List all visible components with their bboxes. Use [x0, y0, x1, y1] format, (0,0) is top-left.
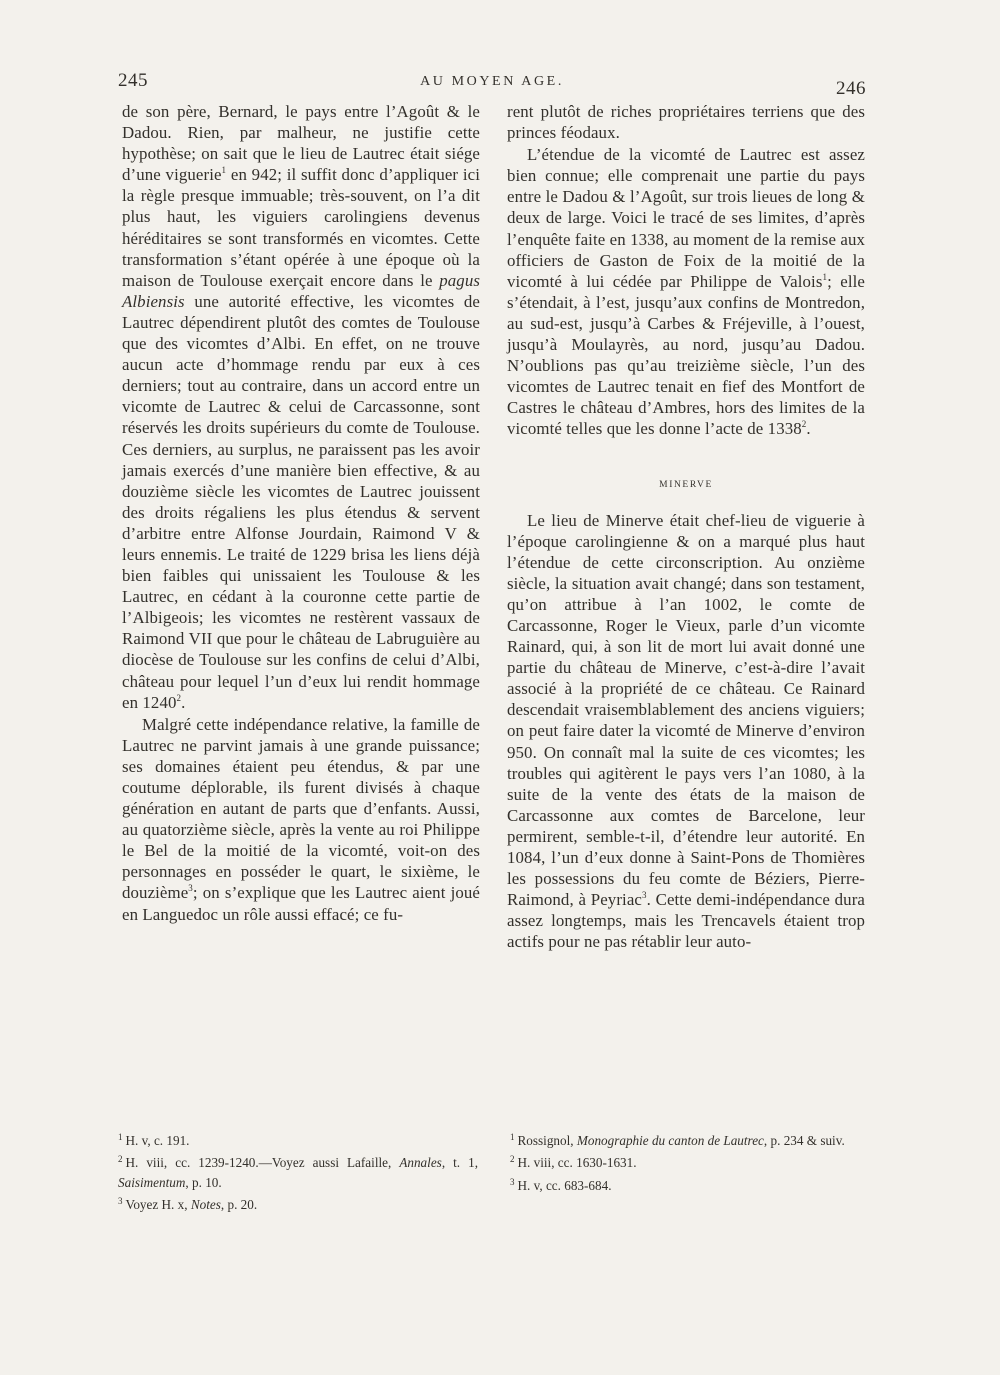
left-column: [122, 101, 480, 925]
footnotes-left: [118, 1128, 478, 1214]
footnote: [510, 1128, 870, 1150]
footnote-ref: 2: [801, 419, 807, 430]
footnote-ref: 3: [188, 883, 193, 894]
footnote: [118, 1150, 478, 1192]
footnote-ref: 1: [822, 271, 828, 282]
footnote: [118, 1192, 478, 1214]
footnote-text: H. v, c. 191.: [125, 1133, 190, 1148]
footnote-number: 1: [118, 1132, 123, 1142]
footnote-ref: 2: [176, 692, 182, 703]
italic-text: pagus Albiensis: [122, 270, 480, 311]
footnote-text: Voyez H. x,: [125, 1196, 191, 1212]
footnote-number: 2: [118, 1154, 123, 1165]
italic-text: Monographie du canton de Lautrec: [576, 1133, 764, 1148]
footnotes-right: [510, 1128, 870, 1195]
paragraph: [122, 714, 480, 925]
text-run: de son père, Bernard, le pays entre l’Agoût & le Dadou. Rien, par malheur, ne justifie cette hypothèse; on sait que le lieu de Lautrec était siége d’une viguerie: [122, 102, 480, 185]
footnote-text: , p. 234 & suiv.: [763, 1133, 845, 1148]
footnote: [510, 1150, 870, 1172]
footnote: [118, 1128, 478, 1150]
footnote-text: , t. 1,: [441, 1155, 478, 1171]
running-title: AU MOYEN AGE.: [420, 74, 564, 89]
footnote-ref: 1: [221, 165, 227, 176]
footnote-number: 1: [510, 1132, 515, 1142]
text-run: en 942; il suffit donc d’appliquer ici la règle presque immuable; très-souvent, on l’a dit plus haut, les viguiers carolingiens devenus héréditaires se sont transformés en vicomtes. Cette transformation s’étant opérée à une époque où la maison de Toulouse exerçait encore dans le: [122, 165, 480, 290]
footnote-text: Rossignol,: [517, 1133, 577, 1148]
text-run: Le lieu de Minerve était chef-lieu de viguerie à l’époque carolingienne & on a marqué plus haut l’étendue de cette circonscription. Au onzième siècle, la situation avait changé; dans son testament, qu’on attribue à l’an 1002, le comte de Carcassonne, Roger le Vieux, parle d’un vicomte Rainard, qui, à son lit de mort lui avait donné une partie du château de Minerve, c’est-à-dire l’avait associé à la propriété de ce château. Ce Rainard descendait vraisemblablement des anciens viguiers; on peut faire dater la vicomté de Minerve d’environ 950. On connaît mal la suite de ces vicomtes; les troubles qui agitèrent le pays vers l’an 1080, à la suite de la vente des états de la maison de Carcassonne aux comtes de Barcelone, leur permirent, semble-t-il, d’étendre leur autorité. En 1084, l’un d’eux donne à Saint-Pons de Thomières les possessions du feu comte de Béziers, Pierre-Raimond, à Peyriac: [507, 510, 865, 910]
paragraph: [507, 510, 865, 953]
footnote-number: 3: [118, 1195, 123, 1206]
text-run: .: [181, 692, 186, 712]
footnote-number: 3: [510, 1176, 515, 1187]
text-run: ; on s’explique que les Lautrec aient joué en Languedoc un rôle aussi effacé; ce fu-: [122, 883, 480, 924]
footnote-text: H. v, cc. 683-684.: [517, 1177, 612, 1193]
paragraph: rent plutôt de riches propriétaires terriens que des princes féodaux.: [507, 102, 865, 143]
italic-text: Notes: [190, 1196, 221, 1212]
text-run: une autorité effective, les vicomtes de Lautrec dépendirent plutôt des comtes de Toulouse que des vicomtes d’Albi. En effet, on ne trouve aucun acte d’hommage rendu par eux à ces derniers; tout au contraire, dans un accord entre un vicomte de Lautrec & celui de Carcassonne, sont réservés les droits supérieurs du comte de Toulouse. Ces derniers, au surplus, ne paraissent pas les avoir jamais exercés d’une manière bien effective, & au douzième siècle les vicomtes de Lautrec jouissent des droits régaliens les plus étendus & servent d’arbitre entre Alfonse Jourdain, Raimond V & leurs ennemis. Le traité de 1229 brisa les liens déjà bien faibles qui unissaient les Toulouse & les Lautrec, en cédant à la couronne cette partie de l’Albigeois; les vicomtes ne restèrent vassaux de Raimond VII que pour le château de Labruguière au diocèse de Toulouse sur les confins de celui d’Albi, château pour lequel l’un d’eux lui rendit hommage en 1240: [122, 291, 480, 712]
page-header: [118, 68, 866, 99]
italic-text: Annales: [399, 1155, 442, 1171]
paragraph: [507, 144, 865, 439]
footnote-text: H. viii, cc. 1239-1240.—Voyez aussi Lafaille,: [125, 1155, 400, 1171]
italic-text: Saisimentum: [118, 1174, 186, 1190]
footnote-text: H. viii, cc. 1630-1631.: [517, 1155, 637, 1171]
footnote-text: , p. 10.: [185, 1174, 222, 1190]
page-number-left: 245: [118, 70, 148, 91]
right-column: [507, 101, 865, 952]
text-run: L’étendue de la vicomté de Lautrec est assez bien connue; elle comprenait une partie du pays entre le Dadou & l’Agoût, sur trois lieues de long & deux de large. Voici le tracé de ses limites, d’après l’enquête faite en 1338, au moment de la remise aux officiers de Gaston de Foix de la moitié de la vicomté à lui cédée par Philippe de Valois: [507, 145, 865, 291]
page-number-right: 246: [836, 78, 866, 99]
text-run: Malgré cette indépendance relative, la famille de Lautrec ne parvint jamais à une grande puissance; ses domaines étaient peu étendus, & par une coutume déplorable, ils furent divisés à chaque génération en autant de parts que d’enfants. Aussi, au quatorzième siècle, après la vente au roi Philippe le Bel de la moitié de la vicomté, voit-on des personnages en posséder le quart, le sixième, le douzième: [122, 714, 480, 903]
text-run: ; elle s’étendait, à l’est, jusqu’aux confins de Montredon, au sud-est, jusqu’à Carbes & Fréjeville, à l’ouest, jusqu’à Moulayrès, au nord, jusqu’au Dadou. N’oublions pas qu’au treizième siècle, l’un des vicomtes de Lautrec tenait en fief des Montfort de Castres le château d’Ambres, hors des limites de la vicomté telles que les donne l’acte de 1338: [507, 271, 865, 439]
section-heading: MINERVE: [659, 479, 713, 490]
footnote-number: 2: [510, 1154, 515, 1165]
footnote: [510, 1173, 870, 1195]
text-run: . Cette demi-indépendance dura assez longtemps, mais les Trencavels étaient trop actifs pour ne pas rétablir leur auto-: [507, 890, 865, 952]
footnote-text: , p. 20.: [220, 1196, 258, 1212]
paragraph: [122, 101, 480, 713]
text-run: .: [806, 419, 811, 439]
footnote-ref: 3: [641, 890, 647, 901]
